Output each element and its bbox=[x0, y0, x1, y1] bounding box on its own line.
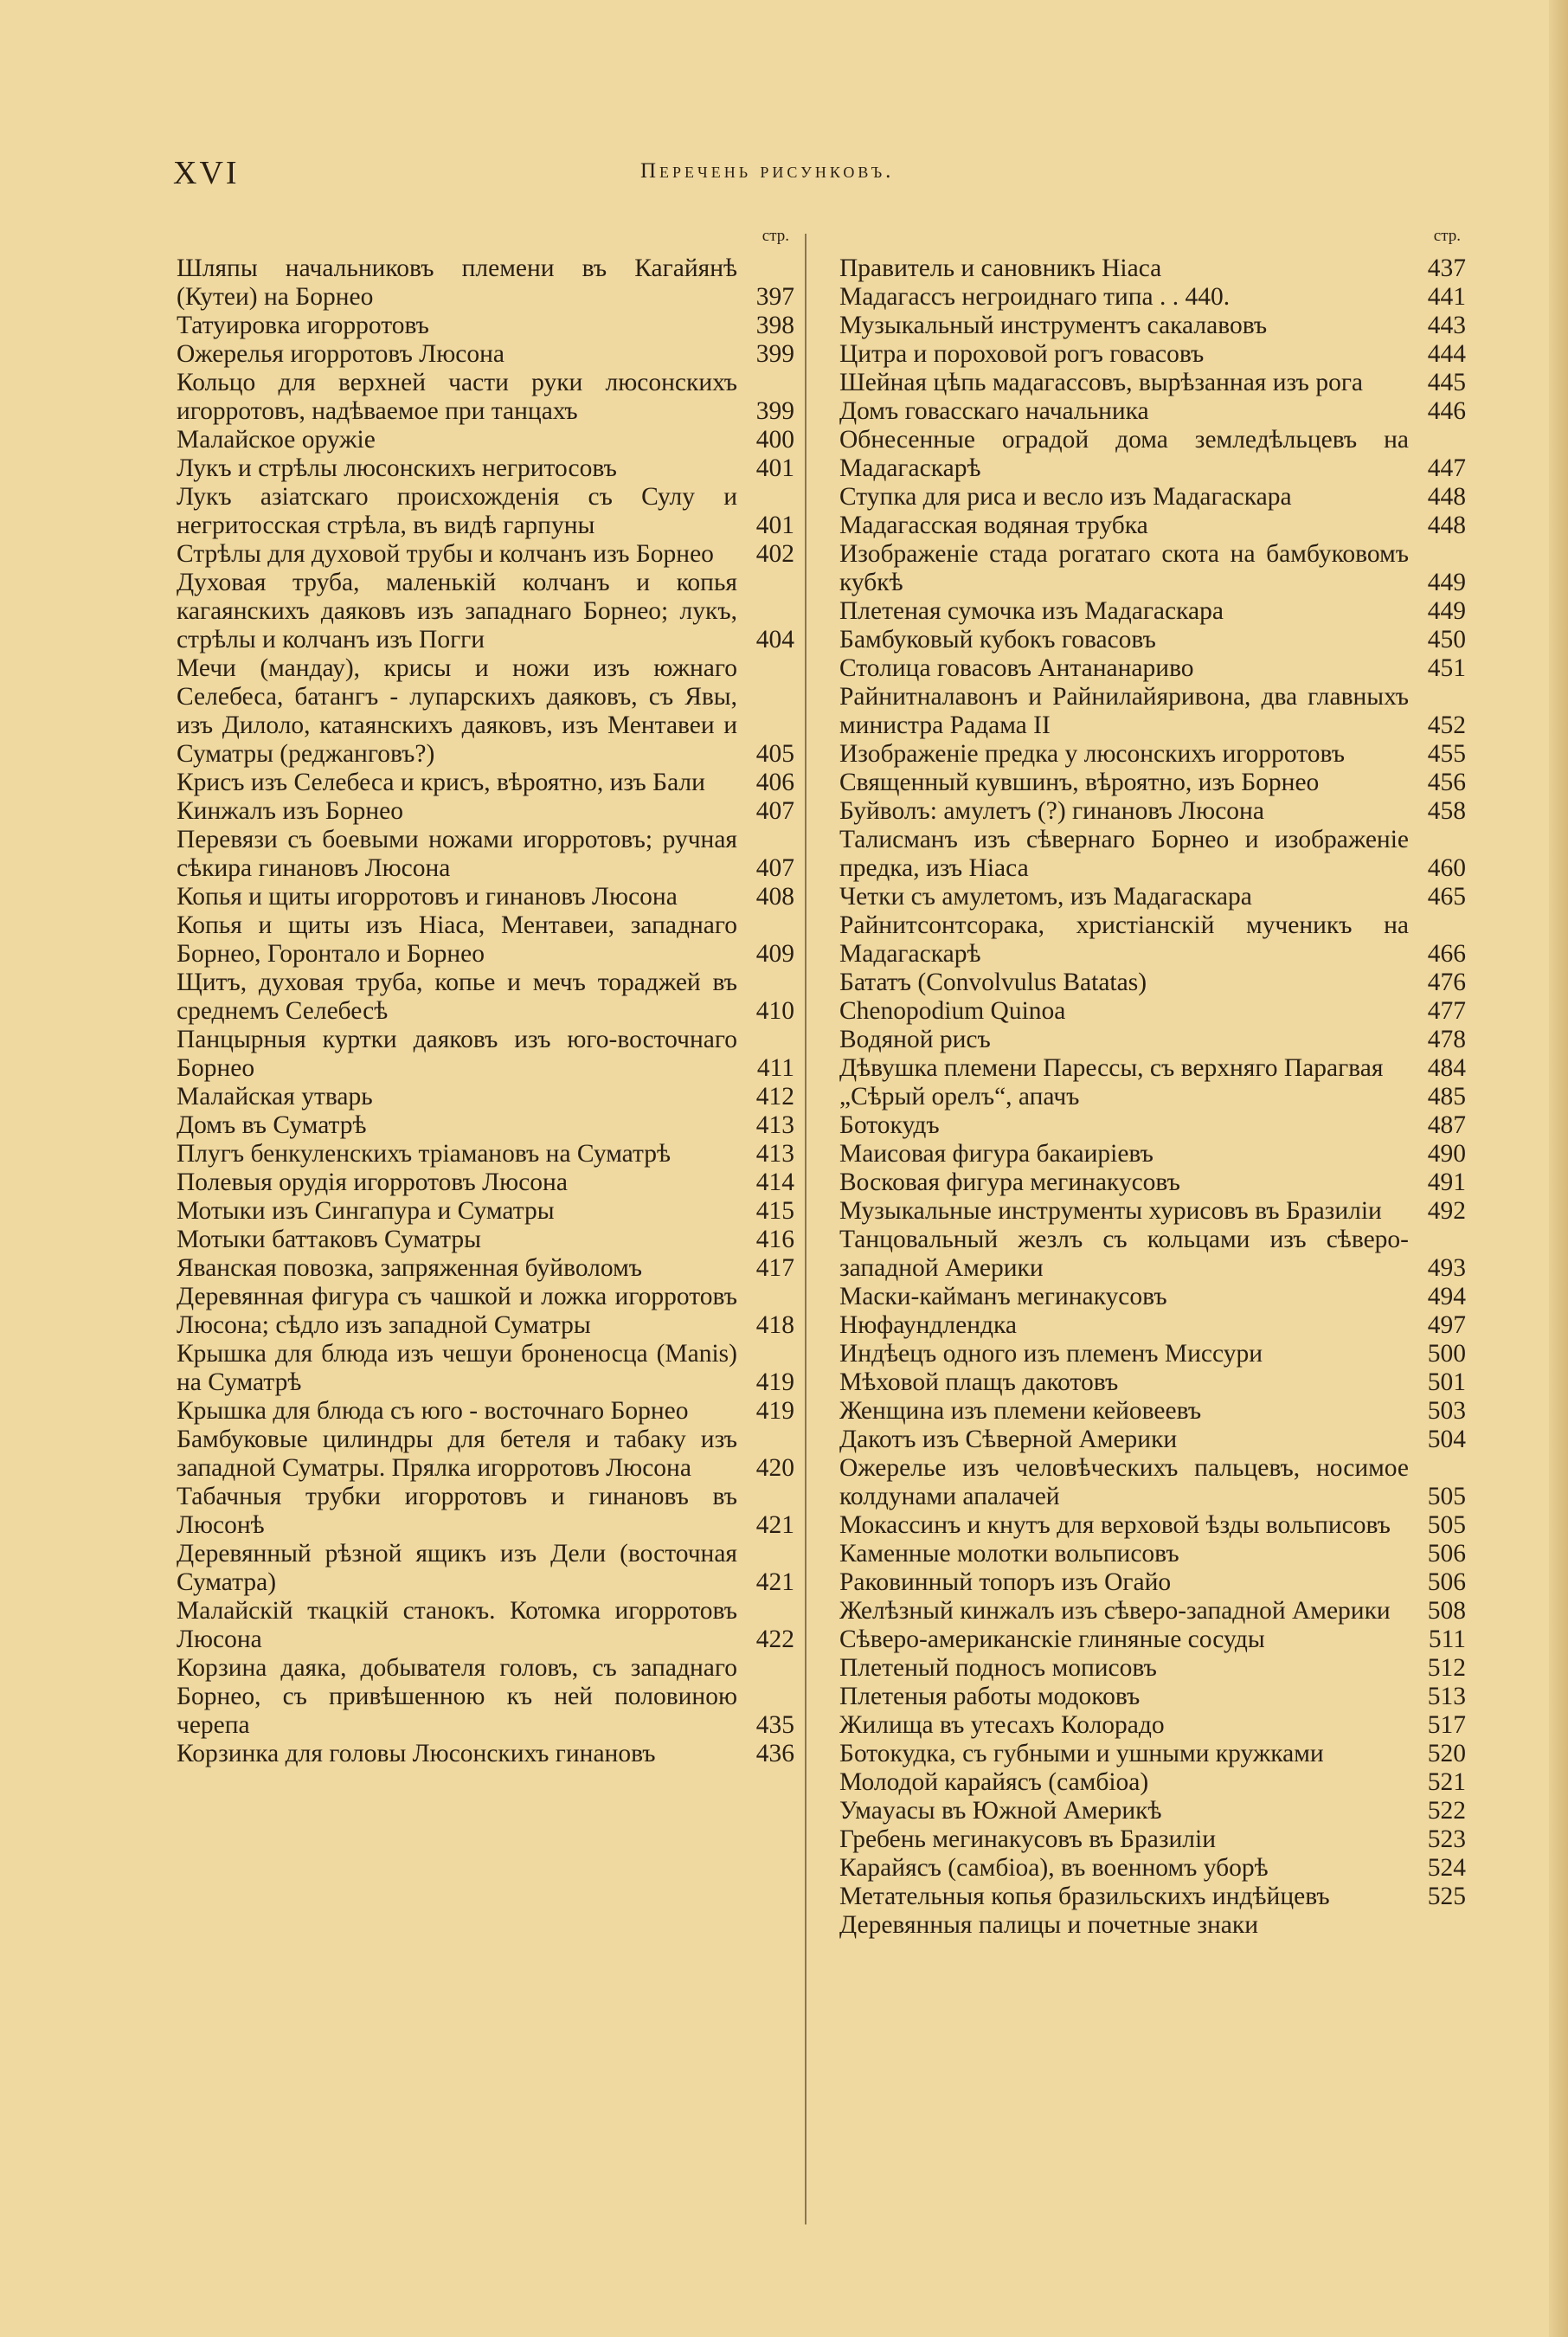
page-number: XVI bbox=[173, 155, 240, 191]
entry-page-number: 411 bbox=[756, 1054, 794, 1082]
index-entry bbox=[177, 1283, 794, 1340]
entry-title: Дакотъ изъ Сѣверной Америки bbox=[839, 1426, 1178, 1453]
entry-title: Правитель и сановникъ Ніаса bbox=[839, 254, 1162, 282]
entry-title: Копья и щиты изъ Ніаса, Ментавеи, западнаго Борнео, Горонтало и Борнео bbox=[177, 911, 737, 968]
entry-title: Ботокудка, съ губными и ушными кружками bbox=[839, 1740, 1324, 1767]
entry-page-number: 444 bbox=[1427, 340, 1466, 368]
page-edge bbox=[1549, 0, 1568, 2337]
entry-title: Желѣзный кинжалъ изъ сѣверо-западной Америки bbox=[839, 1597, 1391, 1625]
entry-title: Индѣецъ одного изъ племенъ Миссури bbox=[839, 1340, 1263, 1368]
entry-title: Табачныя трубки игорротовъ и гинановъ въ Люсонѣ bbox=[177, 1483, 737, 1539]
entry-page-number: 422 bbox=[755, 1626, 794, 1653]
entry-page-number: 413 bbox=[755, 1111, 794, 1139]
index-entry bbox=[177, 454, 794, 483]
entry-title: Изображеніе предка у люсонскихъ игорротовъ bbox=[839, 740, 1345, 768]
index-entry bbox=[839, 1283, 1466, 1311]
entry-title: Райнитсонтсорака, христіанскій мученикъ на Мадагаскарѣ bbox=[839, 911, 1409, 968]
index-entry bbox=[839, 1511, 1466, 1540]
entry-title: Буйволъ: амулетъ (?) гинановъ Люсона bbox=[839, 797, 1264, 825]
entry-page-number: 465 bbox=[1427, 883, 1466, 911]
entry-page-number: 401 bbox=[755, 454, 794, 482]
entry-title: Щитъ, духовая труба, копье и мечъ тораджей въ среднемъ Селебесѣ bbox=[177, 969, 737, 1025]
entry-page-number: 399 bbox=[755, 397, 794, 425]
entry-title: Крышка для блюда изъ чешуи броненосца (Manis) на Суматрѣ bbox=[177, 1340, 737, 1396]
entry-page-number: 517 bbox=[1427, 1711, 1466, 1739]
entry-title: Кинжалъ изъ Борнео bbox=[177, 797, 403, 825]
entry-page-number: 419 bbox=[755, 1368, 794, 1396]
entry-page-number: 505 bbox=[1427, 1511, 1466, 1539]
entry-title: Танцовальный жезлъ съ кольцами изъ сѣверо-западной Америки bbox=[839, 1226, 1409, 1282]
entry-page-number: 520 bbox=[1427, 1740, 1466, 1767]
entry-page-number: 407 bbox=[755, 854, 794, 882]
index-entry bbox=[177, 1168, 794, 1197]
entry-page-number: 512 bbox=[1427, 1654, 1466, 1682]
entry-title: Домъ въ Суматрѣ bbox=[177, 1111, 367, 1139]
index-entry bbox=[839, 826, 1466, 883]
entry-title: Бамбуковые цилиндры для бетеля и табаку изъ западной Суматры. Прялка игорротовъ Люсона bbox=[177, 1426, 737, 1482]
entry-page-number: 477 bbox=[1427, 997, 1466, 1025]
entry-page-number: 409 bbox=[755, 940, 794, 968]
entry-title: Малайская утварь bbox=[177, 1083, 373, 1111]
index-entry bbox=[839, 254, 1466, 283]
index-entry bbox=[177, 254, 794, 312]
index-entry bbox=[839, 283, 1466, 312]
entry-page-number: 408 bbox=[755, 883, 794, 911]
entry-page-number: 447 bbox=[1427, 454, 1466, 482]
index-entry bbox=[839, 1368, 1466, 1397]
index-entry bbox=[177, 369, 794, 426]
page-header bbox=[173, 154, 1395, 197]
entry-title: Молодой карайясъ (самбіоа) bbox=[839, 1768, 1149, 1796]
entry-page-number: 413 bbox=[755, 1140, 794, 1168]
entry-title: Яванская повозка, запряженная буйволомъ bbox=[177, 1254, 643, 1282]
entry-title: Татуировка игорротовъ bbox=[177, 312, 429, 339]
index-entry bbox=[177, 1483, 794, 1540]
right-column bbox=[839, 227, 1466, 1940]
entry-title: Шляпы начальниковъ племени въ Кагайянѣ (Кутеи) на Борнео bbox=[177, 254, 737, 311]
index-entry bbox=[839, 426, 1466, 483]
entry-page-number: 448 bbox=[1427, 483, 1466, 511]
index-entry bbox=[839, 911, 1466, 969]
entry-page-number: 436 bbox=[755, 1740, 794, 1767]
entry-page-number: 503 bbox=[1427, 1397, 1466, 1425]
index-entry bbox=[839, 1311, 1466, 1340]
index-entry bbox=[839, 1768, 1466, 1797]
entry-page-number: 435 bbox=[755, 1711, 794, 1739]
entry-page-number: 491 bbox=[1427, 1168, 1466, 1196]
entry-page-number: 414 bbox=[755, 1168, 794, 1196]
entry-page-number: 449 bbox=[1427, 597, 1466, 625]
index-entry bbox=[839, 512, 1466, 540]
index-entry bbox=[839, 397, 1466, 426]
index-entry bbox=[839, 1797, 1466, 1825]
entry-page-number: 397 bbox=[755, 283, 794, 311]
entry-title: Лукъ и стрѣлы люсонскихъ негритосовъ bbox=[177, 454, 617, 482]
entry-page-number: 487 bbox=[1427, 1111, 1466, 1139]
entry-title: Умаyасы въ Южной Америкѣ bbox=[839, 1797, 1162, 1825]
entry-title: Гребень мегинакусовъ въ Бразиліи bbox=[839, 1825, 1216, 1853]
entry-page-number: 448 bbox=[1427, 512, 1466, 539]
column-page-label: стр. bbox=[1433, 227, 1461, 245]
entry-title: Карайясъ (самбіоа), въ военномъ уборѣ bbox=[839, 1854, 1269, 1882]
left-column bbox=[177, 227, 794, 1768]
index-entry bbox=[839, 1168, 1466, 1197]
entry-list bbox=[177, 254, 794, 1768]
entry-title: Кольцо для верхней части руки люсонскихъ игорротовъ, надѣваемое при танцахъ bbox=[177, 369, 737, 425]
entry-page-number: 492 bbox=[1427, 1197, 1466, 1225]
entry-title: Стрѣлы для духовой трубы и колчанъ изъ Борнео bbox=[177, 540, 714, 568]
entry-page-number: 421 bbox=[755, 1568, 794, 1596]
entry-title: Жилища въ утесахъ Колорадо bbox=[839, 1711, 1165, 1739]
entry-page-number: 505 bbox=[1427, 1483, 1466, 1510]
entry-title: Перевязи съ боевыми ножами игорротовъ; ручная сѣкира гинановъ Люсона bbox=[177, 826, 737, 882]
entry-title: Малайскій ткацкій станокъ. Котомка игорротовъ Люсона bbox=[177, 1597, 737, 1653]
entry-page-number: 511 bbox=[1428, 1626, 1466, 1653]
entry-title: Chenopodium Quinoa bbox=[839, 997, 1066, 1025]
index-entry bbox=[177, 1597, 794, 1654]
entry-page-number: 452 bbox=[1427, 711, 1466, 739]
index-entry bbox=[839, 597, 1466, 626]
entry-title: Маисовая фигура бакаиріевъ bbox=[839, 1140, 1154, 1168]
entry-title: Столица говасовъ Антананариво bbox=[839, 654, 1194, 682]
entry-page-number: 490 bbox=[1427, 1140, 1466, 1168]
column-divider bbox=[805, 234, 806, 2224]
running-title: Перечень рисунковъ. bbox=[640, 159, 895, 183]
index-entry bbox=[839, 1683, 1466, 1711]
entry-title: „Сѣрый орелъ“, апачъ bbox=[839, 1083, 1080, 1111]
entry-page-number: 416 bbox=[755, 1226, 794, 1253]
index-entry bbox=[839, 1140, 1466, 1168]
entry-title: Четки съ амулетомъ, изъ Мадагаскара bbox=[839, 883, 1252, 911]
index-entry bbox=[177, 769, 794, 797]
index-entry bbox=[839, 1197, 1466, 1226]
entry-title: Мотыки изъ Сингапура и Суматры bbox=[177, 1197, 555, 1225]
entry-title: Плугъ бенкуленскихъ тріамановъ на Суматрѣ bbox=[177, 1140, 672, 1168]
entry-title: Плетеный подносъ мописовъ bbox=[839, 1654, 1157, 1682]
entry-title: Мадагасская водяная трубка bbox=[839, 512, 1148, 539]
entry-page-number: 415 bbox=[755, 1197, 794, 1225]
entry-page-number: 485 bbox=[1427, 1083, 1466, 1111]
index-entry bbox=[177, 1426, 794, 1483]
entry-title: Панцырныя куртки даяковъ изъ юго-восточнаго Борнео bbox=[177, 1026, 737, 1082]
index-entry bbox=[839, 1740, 1466, 1768]
index-entry bbox=[839, 1911, 1466, 1940]
entry-title: Священный кувшинъ, вѣроятно, изъ Борнео bbox=[839, 769, 1320, 796]
entry-page-number: 410 bbox=[755, 997, 794, 1025]
entry-page-number: 508 bbox=[1427, 1597, 1466, 1625]
entry-page-number: 420 bbox=[755, 1454, 794, 1482]
entry-title: Корзина даяка, добывателя головъ, съ западнаго Борнео, съ привѣшенною къ ней половиною черепа bbox=[177, 1654, 737, 1739]
entry-page-number: 418 bbox=[755, 1311, 794, 1339]
entry-title: Плетеная сумочка изъ Мадагаскара bbox=[839, 597, 1224, 625]
entry-page-number: 500 bbox=[1427, 1340, 1466, 1368]
entry-title: Водяной рисъ bbox=[839, 1026, 991, 1053]
entry-page-number: 525 bbox=[1427, 1883, 1466, 1910]
index-entry bbox=[839, 740, 1466, 769]
entry-page-number: 406 bbox=[755, 769, 794, 796]
entry-title: Копья и щиты игорротовъ и гинановъ Люсона bbox=[177, 883, 678, 911]
index-entry bbox=[177, 483, 794, 540]
index-entry bbox=[177, 1026, 794, 1083]
index-entry bbox=[839, 1454, 1466, 1511]
entry-title: Ступка для риса и весло изъ Мадагаскара bbox=[839, 483, 1292, 511]
entry-title: Талисманъ изъ сѣвернаго Борнео и изображеніе предка, изъ Ніаса bbox=[839, 826, 1409, 882]
entry-title: Корзинка для головы Люсонскихъ гинановъ bbox=[177, 1740, 656, 1767]
entry-page-number: 456 bbox=[1427, 769, 1466, 796]
index-entry bbox=[839, 1026, 1466, 1054]
index-entry bbox=[177, 911, 794, 969]
entry-title: Мотыки баттаковъ Суматры bbox=[177, 1226, 481, 1253]
entry-page-number: 506 bbox=[1427, 1568, 1466, 1596]
entry-title: Мечи (мандау), крисы и ножи изъ южнаго Селебеса, батангъ - лупарскихъ даяковъ, съ Явы, изъ Дилоло, катаянскихъ даяковъ, изъ Ментавеи и Суматры (реджанговъ?) bbox=[177, 654, 737, 768]
index-entry bbox=[177, 1340, 794, 1397]
entry-title: Раковинный топоръ изъ Огайо bbox=[839, 1568, 1172, 1596]
index-entry bbox=[839, 1854, 1466, 1883]
index-entry bbox=[177, 1111, 794, 1140]
entry-title: Изображеніе стада рогатаго скота на бамбуковомъ кубкѣ bbox=[839, 540, 1409, 596]
entry-page-number: 437 bbox=[1427, 254, 1466, 282]
entry-page-number: 493 bbox=[1427, 1254, 1466, 1282]
entry-page-number: 476 bbox=[1427, 969, 1466, 996]
entry-page-number: 445 bbox=[1427, 369, 1466, 396]
index-entry bbox=[839, 683, 1466, 740]
entry-page-number: 450 bbox=[1427, 626, 1466, 653]
index-entry bbox=[839, 769, 1466, 797]
index-entry bbox=[839, 1397, 1466, 1426]
entry-title: Обнесенные оградой дома земледѣльцевъ на Мадагаскарѣ bbox=[839, 426, 1409, 482]
column-page-label: стр. bbox=[762, 227, 789, 245]
entry-title: Ботокудъ bbox=[839, 1111, 940, 1139]
entry-page-number: 455 bbox=[1427, 740, 1466, 768]
entry-page-number: 417 bbox=[755, 1254, 794, 1282]
index-entry bbox=[839, 654, 1466, 683]
index-entry bbox=[839, 483, 1466, 512]
index-entry bbox=[839, 1626, 1466, 1654]
entry-page-number: 441 bbox=[1427, 283, 1466, 311]
entry-page-number: 407 bbox=[755, 797, 794, 825]
entry-title: Малайское оружіе bbox=[177, 426, 376, 454]
entry-title: Бамбуковый кубокъ говасовъ bbox=[839, 626, 1156, 653]
entry-page-number: 466 bbox=[1427, 940, 1466, 968]
index-entry bbox=[177, 1254, 794, 1283]
entry-page-number: 402 bbox=[755, 540, 794, 568]
index-entry bbox=[839, 1711, 1466, 1740]
entry-page-number: 524 bbox=[1427, 1854, 1466, 1882]
entry-title: Женщина изъ племени кейовеевъ bbox=[839, 1397, 1202, 1425]
entry-page-number: 458 bbox=[1427, 797, 1466, 825]
index-entry bbox=[177, 969, 794, 1026]
entry-title: Музыкальный инструментъ сакалавовъ bbox=[839, 312, 1268, 339]
entry-page-number: 449 bbox=[1427, 569, 1466, 596]
entry-page-number: 513 bbox=[1427, 1683, 1466, 1710]
index-entry bbox=[177, 883, 794, 911]
index-entry bbox=[839, 369, 1466, 397]
entry-page-number: 501 bbox=[1427, 1368, 1466, 1396]
entry-page-number: 401 bbox=[755, 512, 794, 539]
entry-title: Духовая труба, маленькій колчанъ и копья кагаянскихъ даяковъ изъ западнаго Борнео; лукъ, стрѣлы и колчанъ изъ Погги bbox=[177, 569, 737, 653]
entry-page-number: 399 bbox=[755, 340, 794, 368]
entry-title: Музыкальные инструменты хурисовъ въ Бразиліи bbox=[839, 1197, 1382, 1225]
entry-title: Мѣховой плащъ дакотовъ bbox=[839, 1368, 1119, 1396]
index-entry bbox=[177, 654, 794, 769]
entry-title: Маски-кайманъ мегинакусовъ bbox=[839, 1283, 1167, 1310]
index-entry bbox=[839, 1825, 1466, 1854]
entry-title: Шейная цѣпь мадагассовъ, вырѣзанная изъ рога bbox=[839, 369, 1364, 396]
index-entry bbox=[839, 626, 1466, 654]
index-entry bbox=[839, 1883, 1466, 1911]
entry-page-number: 404 bbox=[755, 626, 794, 653]
entry-title: Крисъ изъ Селебеса и крисъ, вѣроятно, изъ Бали bbox=[177, 769, 705, 796]
index-entry bbox=[177, 1654, 794, 1740]
index-entry bbox=[839, 883, 1466, 911]
entry-title: Сѣверо-американскіе глиняные сосуды bbox=[839, 1626, 1265, 1653]
entry-page-number: 497 bbox=[1427, 1311, 1466, 1339]
entry-title: Дѣвушка племени Парессы, съ верхняго Парагвая bbox=[839, 1054, 1384, 1082]
index-entry bbox=[177, 1397, 794, 1426]
entry-page-number: 398 bbox=[755, 312, 794, 339]
index-entry bbox=[839, 1654, 1466, 1683]
index-entry bbox=[177, 340, 794, 369]
entry-title: Каменные молотки вольписовъ bbox=[839, 1540, 1179, 1568]
index-entry bbox=[177, 1226, 794, 1254]
index-entry bbox=[177, 1197, 794, 1226]
index-entry bbox=[177, 826, 794, 883]
index-entry bbox=[839, 1426, 1466, 1454]
entry-page-number: 484 bbox=[1427, 1054, 1466, 1082]
entry-title: Деревянный рѣзной ящикъ изъ Дели (восточная Суматра) bbox=[177, 1540, 737, 1596]
entry-page-number: 400 bbox=[755, 426, 794, 454]
entry-page-number: 522 bbox=[1427, 1797, 1466, 1825]
index-entry bbox=[839, 797, 1466, 826]
entry-page-number: 451 bbox=[1427, 654, 1466, 682]
index-entry bbox=[839, 1083, 1466, 1111]
entry-title: Полевыя орудія игорротовъ Люсона bbox=[177, 1168, 568, 1196]
entry-title: Цитра и пороховой рогъ говасовъ bbox=[839, 340, 1205, 368]
entry-title: Плетеныя работы модоковъ bbox=[839, 1683, 1141, 1710]
entry-title: Ожерелья игорротовъ Люсона bbox=[177, 340, 504, 368]
entry-page-number: 443 bbox=[1427, 312, 1466, 339]
entry-title: Райнитналавонъ и Райнилайяривона, два главныхъ министра Радама II bbox=[839, 683, 1409, 739]
index-entry bbox=[177, 426, 794, 454]
index-entry bbox=[177, 1083, 794, 1111]
entry-page-number: 478 bbox=[1427, 1026, 1466, 1053]
index-entry bbox=[839, 340, 1466, 369]
entry-page-number: 504 bbox=[1427, 1426, 1466, 1453]
index-entry bbox=[839, 969, 1466, 997]
entry-page-number: 419 bbox=[755, 1397, 794, 1425]
entry-title: Деревянныя палицы и почетные знаки bbox=[839, 1911, 1258, 1939]
index-entry bbox=[839, 1226, 1466, 1283]
index-entry bbox=[177, 1740, 794, 1768]
entry-page-number: 523 bbox=[1427, 1825, 1466, 1853]
entry-title: Нюфаундлендка bbox=[839, 1311, 1018, 1339]
entry-title: Деревянная фигура съ чашкой и ложка игорротовъ Люсона; сѣдло изъ западной Суматры bbox=[177, 1283, 737, 1339]
entry-title: Восковая фигура мегинакусовъ bbox=[839, 1168, 1180, 1196]
index-entry bbox=[839, 1540, 1466, 1568]
entry-title: Мокассинъ и кнутъ для верховой ѣзды вольписовъ bbox=[839, 1511, 1391, 1539]
index-entry bbox=[177, 540, 794, 569]
entry-page-number: 421 bbox=[755, 1511, 794, 1539]
index-entry bbox=[177, 1140, 794, 1168]
index-entry bbox=[177, 569, 794, 654]
entry-page-number: 405 bbox=[755, 740, 794, 768]
entry-list bbox=[839, 254, 1466, 1940]
index-entry bbox=[839, 540, 1466, 597]
entry-title: Лукъ азіатскаго происхожденія съ Сулу и негритосская стрѣла, въ видѣ гарпуны bbox=[177, 483, 737, 539]
entry-title: Ожерелье изъ человѣческихъ пальцевъ, носимое колдунами апалачей bbox=[839, 1454, 1409, 1510]
entry-page-number: 412 bbox=[755, 1083, 794, 1111]
entry-title: Крышка для блюда съ юго - восточнаго Борнео bbox=[177, 1397, 689, 1425]
entry-title: Метательныя копья бразильскихъ индѣйцевъ bbox=[839, 1883, 1330, 1910]
entry-title: Бататъ (Convolvulus Batatas) bbox=[839, 969, 1147, 996]
entry-page-number: 494 bbox=[1427, 1283, 1466, 1310]
entry-page-number: 446 bbox=[1427, 397, 1466, 425]
entry-title: Домъ говасскаго начальника bbox=[839, 397, 1149, 425]
index-entry bbox=[177, 797, 794, 826]
index-entry bbox=[839, 1340, 1466, 1368]
index-entry bbox=[177, 312, 794, 340]
entry-page-number: 521 bbox=[1427, 1768, 1466, 1796]
entry-page-number: 460 bbox=[1427, 854, 1466, 882]
entry-page-number: 506 bbox=[1427, 1540, 1466, 1568]
index-entry bbox=[839, 1054, 1466, 1083]
index-entry bbox=[839, 997, 1466, 1026]
index-entry bbox=[177, 1540, 794, 1597]
index-entry bbox=[839, 312, 1466, 340]
index-entry bbox=[839, 1111, 1466, 1140]
entry-title: Мадагассъ негроиднаго типа . . 440. bbox=[839, 283, 1231, 311]
index-entry bbox=[839, 1597, 1466, 1626]
index-entry bbox=[839, 1568, 1466, 1597]
